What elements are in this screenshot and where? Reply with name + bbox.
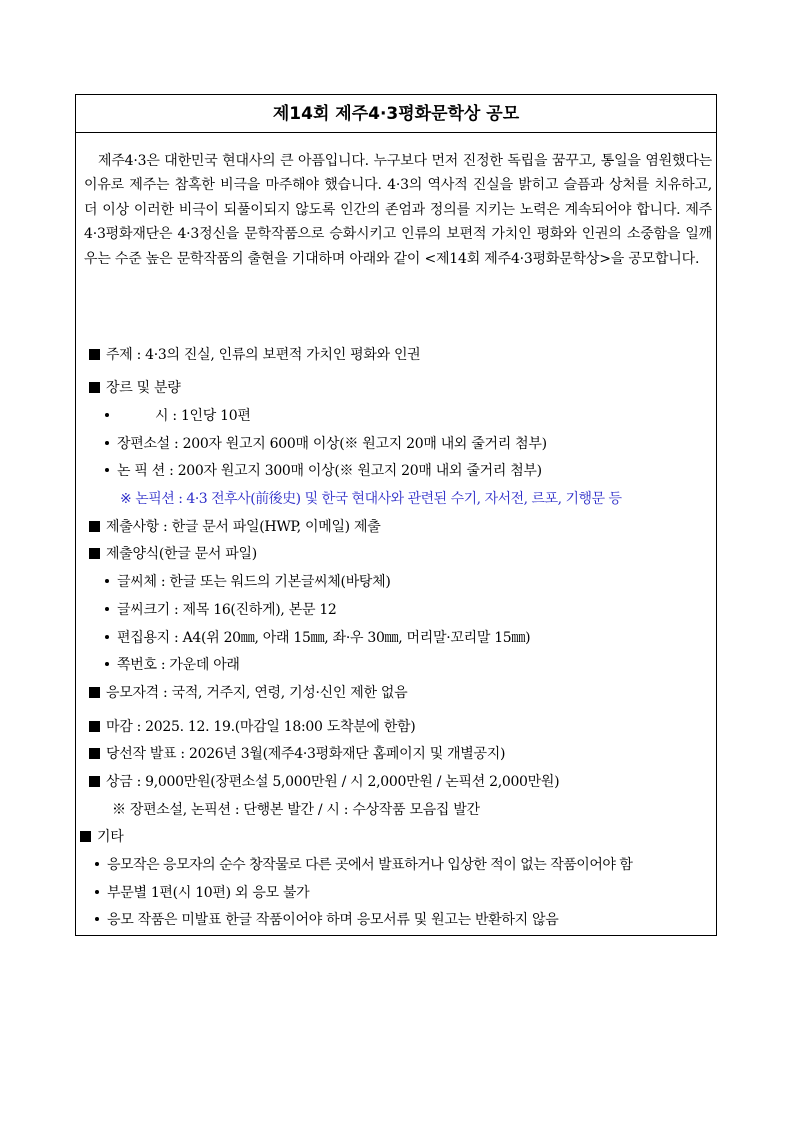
genre-item	[105, 406, 251, 426]
genre-item-text: 시 : 1인당 10편	[155, 408, 251, 424]
etc-item	[95, 883, 309, 903]
square-bullet-icon	[89, 748, 100, 759]
square-bullet-icon	[89, 382, 100, 393]
dot-bullet-icon	[105, 413, 109, 417]
dot-bullet-icon	[105, 468, 109, 472]
eligibility-row	[89, 683, 407, 703]
prize-note-text: ※ 장편소설, 논픽션 : 단행본 발간 / 시 : 수상작품 모음집 발간	[112, 802, 480, 818]
etc-heading: 기타	[97, 829, 124, 845]
genre-item-text: 장편소설 : 200자 원고지 600매 이상(※ 원고지 20매 내외 줄거리 첨부)	[117, 436, 547, 452]
etc-item-text: 응모작은 응모자의 순수 창작물로 다른 곳에서 발표하거나 입상한 적이 없는 작품이어야 함	[107, 857, 633, 873]
dot-bullet-icon	[105, 607, 109, 611]
etc-item-text: 부문별 1편(시 10편) 외 응모 불가	[107, 885, 310, 901]
prize-text: 상금 : 9,000만원(장편소설 5,000만원 / 시 2,000만원 / 논픽션 2,000만원)	[106, 774, 560, 790]
dot-bullet-icon	[95, 917, 99, 921]
square-bullet-icon	[89, 521, 100, 532]
dot-bullet-icon	[105, 662, 109, 666]
dot-bullet-icon	[105, 635, 109, 639]
deadline-text: 마감 : 2025. 12. 19.(마감일 18:00 도착분에 한함)	[106, 719, 416, 735]
intro-paragraph: 제주4·3은 대한민국 현대사의 큰 아픔입니다. 누구보다 먼저 진정한 독립을 꿈꾸고, 통일을 염원했다는 이유로 제주는 참혹한 비극을 마주해야 했습니다. 4·3의 역사적 진실을 밝히고 슬픔과 상처를 치유하고, 더 이상 이러한 비극이 되풀이되지 않도록 인간의 존엄과 정의를 지키는 노력은 계속되어야 합니다. 제주4·3평화재단은 4·3정신을 문학작품으로 승화시키고 인류의 보편적 가치인 평화와 인권의 소중함을 일깨우는 수준 높은 문학작품의 출현을 기대하며 아래와 같이 <제14회 제주4·3평화문학상>을 공모합니다.	[84, 153, 712, 267]
square-bullet-icon	[89, 776, 100, 787]
format-item-text: 편집용지 : A4(위 20㎜, 아래 15㎜, 좌·우 30㎜, 머리말·꼬리말 15㎜)	[117, 630, 531, 646]
square-bullet-icon	[89, 548, 100, 559]
square-bullet-icon	[89, 349, 100, 360]
submission-row	[89, 517, 380, 537]
genre-item	[105, 461, 542, 481]
etc-item-text: 응모 작품은 미발표 한글 작품이어야 하며 응모서류 및 원고는 반환하지 않음	[107, 912, 559, 928]
etc-item	[95, 910, 558, 930]
etc-item	[95, 855, 632, 875]
square-bullet-icon	[89, 721, 100, 732]
format-item	[105, 572, 391, 592]
dot-bullet-icon	[105, 441, 109, 445]
format-item	[105, 600, 337, 620]
genres-heading: 장르 및 분량	[106, 380, 181, 396]
etc-heading-row	[80, 827, 123, 847]
format-item-text: 쪽번호 : 가운데 아래	[117, 657, 240, 673]
eligibility-text: 응모자격 : 국적, 거주지, 연령, 기성·신인 제한 없음	[106, 685, 408, 701]
square-bullet-icon	[89, 687, 100, 698]
genre-item	[105, 434, 547, 454]
submission-text: 제출사항 : 한글 문서 파일(HWP, 이메일) 제출	[106, 519, 381, 535]
reference-mark: ※	[120, 491, 132, 507]
format-heading: 제출양식(한글 문서 파일)	[106, 546, 257, 562]
genre-note	[120, 489, 622, 509]
dot-bullet-icon	[105, 579, 109, 583]
prize-note-row	[112, 800, 480, 820]
theme-text: 주제 : 4·3의 진실, 인류의 보편적 가치인 평화와 인권	[106, 347, 421, 363]
notice-frame	[75, 94, 717, 936]
page-title: 제14회 제주4·3평화문학상 공모	[272, 104, 520, 124]
genre-note-text: 논픽션 : 4·3 전후사(前後史) 및 한국 현대사와 관련된 수기, 자서전, 르포, 기행문 등	[135, 491, 622, 507]
deadline-row	[89, 717, 415, 737]
genre-item-text: 논 픽 션 : 200자 원고지 300매 이상(※ 원고지 20매 내외 줄거리 첨부)	[117, 463, 542, 479]
genres-heading-row	[89, 378, 180, 398]
announcement-text: 당선작 발표 : 2026년 3월(제주4·3평화재단 홈페이지 및 개별공지)	[106, 746, 506, 762]
title-divider	[76, 132, 716, 133]
announcement-row	[89, 744, 505, 764]
dot-bullet-icon	[95, 862, 99, 866]
format-item	[105, 628, 530, 648]
format-item-text: 글씨체 : 한글 또는 워드의 기본글씨체(바탕체)	[117, 574, 391, 590]
dot-bullet-icon	[95, 890, 99, 894]
format-item-text: 글씨크기 : 제목 16(진하게), 본문 12	[117, 602, 337, 618]
prize-row	[89, 772, 559, 792]
theme-row	[89, 345, 420, 365]
format-item	[105, 655, 240, 675]
square-bullet-icon	[80, 831, 91, 842]
format-heading-row	[89, 544, 257, 564]
